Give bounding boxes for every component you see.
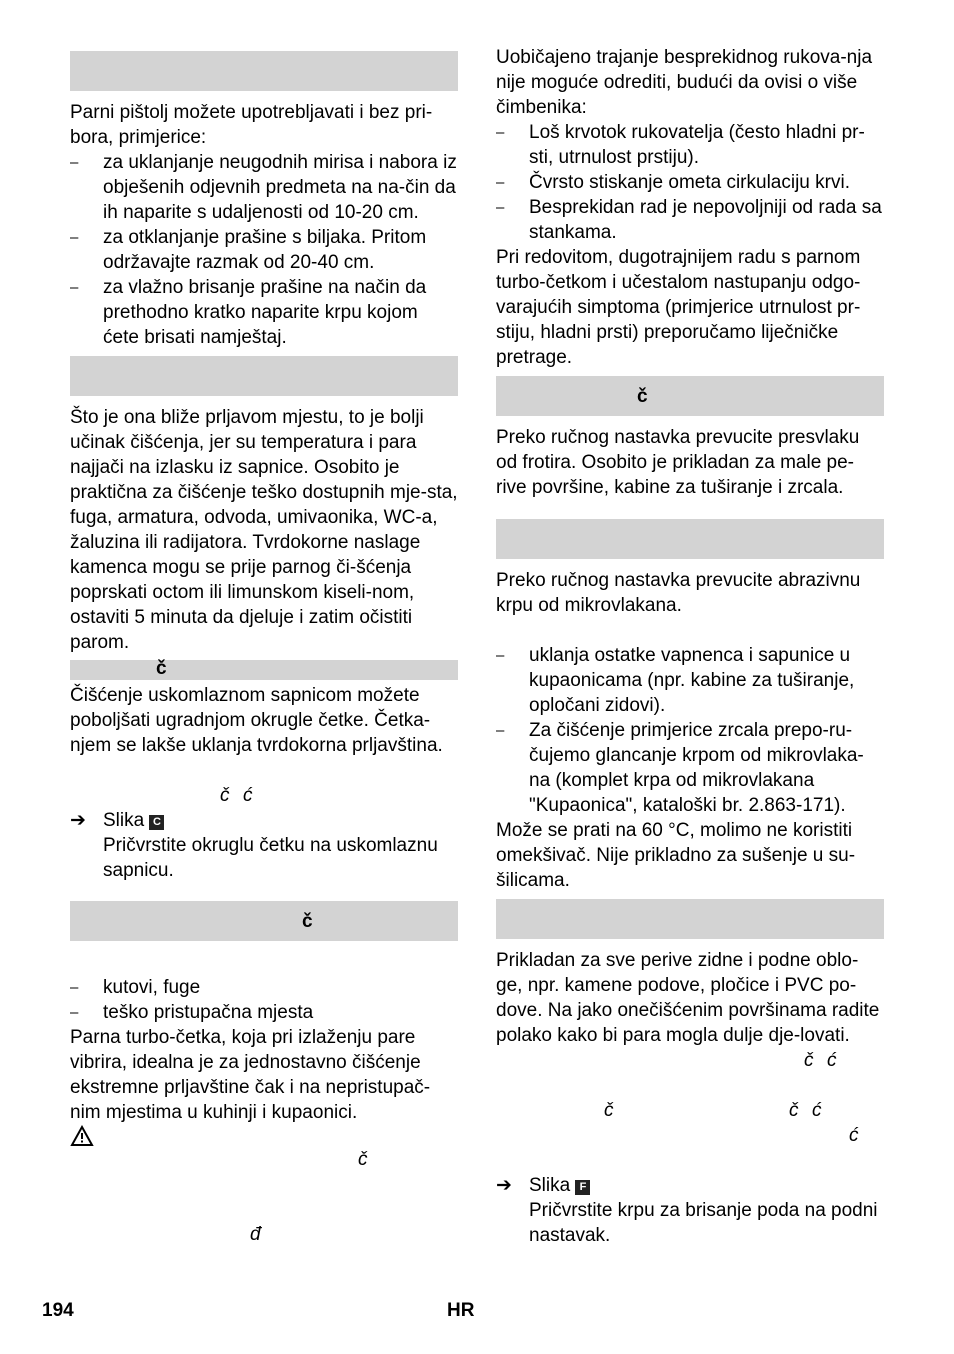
figure-reference: ➔ Slika F <box>496 1173 884 1198</box>
section-header-round-brush: č <box>70 660 458 680</box>
arrow-right-icon: ➔ <box>496 1175 512 1196</box>
section-header-nozzle <box>70 356 458 396</box>
arrow-right-icon: ➔ <box>70 810 86 831</box>
dash-bullet: – <box>70 979 79 996</box>
list-item: – za otklanjanje prašine s biljaka. Pritom održavajte razmak od 20-40 cm. <box>70 227 427 273</box>
paragraph-washing: Može se prati na 60 °C, molimo ne koristiti omekšivač. Nije prikladno za sušenje u su-šilicama. <box>496 820 856 891</box>
figure-letter-badge: C <box>149 815 164 830</box>
paragraph-turbo-brush: Parna turbo-četka, koja pri izlaženju pare vibrira, idealna je za jednostavno čišćenje ekstremne prljavštine čak i na nepristupač-nim mjestima u kuhinji i kupaonici. <box>70 1027 431 1123</box>
paragraph-medical: Pri redovitom, dugotrajnijem radu s parnom turbo-četkom i učestalom nastupanju odgo-varajućih simptoma (primjerice utrnulost pr-stiju, hladni prsti) preporučamo liječničke pretrage. <box>496 247 861 368</box>
list-item: – kutovi, fuge <box>70 977 201 998</box>
warning-triangle-icon <box>70 1125 458 1147</box>
italic-fragment: đ <box>250 1224 261 1245</box>
paragraph-round-brush: Čišćenje uskomlaznom sapnicom možete poboljšati ugradnjom okrugle četke. Četka-njem se lakše uklanja tvrdokorna prljavština. <box>70 685 443 756</box>
list-item: – Loš krvotok rukovatelja (često hladni pr-sti, utrnulost prstiju). <box>496 122 865 168</box>
left-column <box>70 45 458 1247</box>
page-number: 194 <box>42 1300 74 1321</box>
dash-bullet: – <box>70 154 79 171</box>
dash-bullet: – <box>496 647 505 664</box>
section-header-floor-nozzle <box>496 899 884 939</box>
italic-fragment: č č ć <box>604 1100 822 1121</box>
paragraph-steam-gun-intro: Parni pištolj možete upotrebljavati i bez pri-bora, primjerice: <box>70 102 433 148</box>
paragraph-floor-nozzle: Prikladan za sve perive zidne i podne oblo-ge, npr. kamene podove, pločice i PVC po-dove. Na jako onečišćenim površinama radite polako kako bi para mogla dulje dje-lovati. <box>496 950 880 1046</box>
list-item: – uklanja ostatke vapnenca i sapunice u kupaonicama (npr. kabine za tuširanje, opločani zidovi). <box>496 645 855 716</box>
dash-bullet: – <box>496 199 505 216</box>
list-item: – za uklanjanje neugodnih mirisa i nabora iz obješenih odjevnih predmeta na na-čin da ih naparite s udaljenosti od 10-20 cm. <box>70 152 457 223</box>
section-header-steam-gun <box>70 51 458 91</box>
language-code: HR <box>447 1300 475 1321</box>
italic-fragment: č <box>358 1149 368 1170</box>
paragraph-terry-cover: Preko ručnog nastavka prevucite presvlaku od frotira. Osobito je prikladan za male pe-rive površine, kabine za tuširanje i zrcala. <box>496 427 860 498</box>
italic-fragment: č ć <box>804 1050 837 1071</box>
italic-fragment: č ć <box>220 785 253 806</box>
instruction-text: Pričvrstite okruglu četku na uskomlaznu sapnicu. <box>103 835 438 881</box>
right-column <box>496 45 884 1248</box>
list-item: – Čvrsto stiskanje ometa cirkulaciju krvi. <box>496 172 850 193</box>
dash-bullet: – <box>70 1004 79 1021</box>
instruction-text: Pričvrstite krpu za brisanje poda na podni nastavak. <box>529 1200 878 1246</box>
list-item: – Besprekidan rad je nepovoljniji od rada sa stankama. <box>496 197 882 243</box>
dash-bullet: – <box>496 722 505 739</box>
paragraph-duration: Uobičajeno trajanje besprekidnog rukova-nja nije moguće odrediti, budući da ovisi o više čimbenika: <box>496 47 873 118</box>
list-item: – teško pristupačna mjesta <box>70 1002 314 1023</box>
dash-bullet: – <box>496 124 505 141</box>
figure-letter-badge: F <box>575 1180 590 1195</box>
paragraph-nozzle: Što je ona bliže prljavom mjestu, to je bolji učinak čišćenja, jer su temperatura i para najjači na izlasku iz sapnice. Osobito je praktična za čišćenje teško dostupnih mje-sta, fuga, armatura, odvoda, umivaonika, WC-a, žaluzina ili radijatora. Tvrdokorne naslage kamenca mogu se prije parnog či-šćenja poprskati octom ili limunskom kiseli-nom, ostaviti 5 minuta da djeluje i zatim očistiti parom. <box>70 407 458 653</box>
dash-bullet: – <box>70 229 79 246</box>
section-header-terry-cover: č <box>496 376 884 416</box>
dash-bullet: – <box>70 279 79 296</box>
paragraph-microfibre: Preko ručnog nastavka prevucite abrazivnu krpu od mikrovlakana. <box>496 570 861 616</box>
section-header-microfibre-cover <box>496 519 884 559</box>
list-item: – Za čišćenje primjerice zrcala prepo-ru-čujemo glancanje krpom od mikrovlaka-na (komplet krpa od mikrovlakana "Kupaonica", kataloški br. 2.863-171). <box>496 720 864 816</box>
figure-reference: ➔ Slika C <box>70 808 458 833</box>
list-item: – za vlažno brisanje prašine na način da prethodno kratko naparite krpu kojom ćete brisati namještaj. <box>70 277 427 348</box>
dash-bullet: – <box>496 174 505 191</box>
italic-fragment: ć <box>849 1125 859 1146</box>
section-header-turbo-brush: č <box>70 901 458 941</box>
